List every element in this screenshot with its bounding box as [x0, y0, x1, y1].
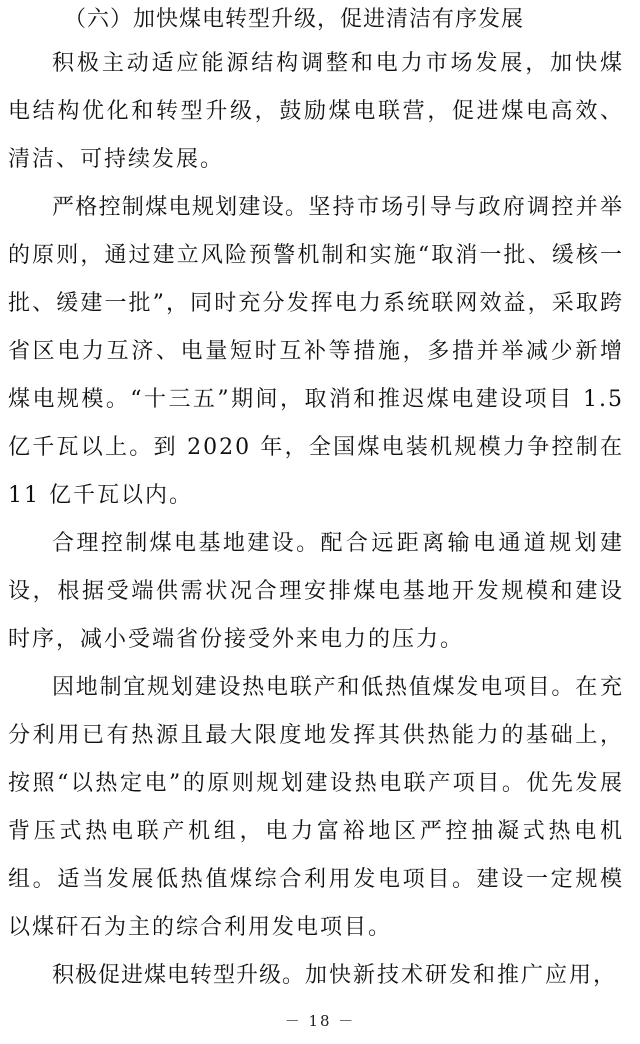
paragraph-lead: 积极促进煤电转型升级。 — [52, 963, 306, 988]
paragraph-body: 积极主动适应能源结构调整和电力市场发展，加快煤电结构优化和转型升级，鼓励煤电联营，促进煤电高效、清洁、可持续发展。 — [8, 51, 624, 172]
paragraph-cogeneration — [8, 664, 624, 952]
paragraph-body: 加快新技术研发和推广应用， — [305, 963, 618, 988]
paragraph-body: 坚持市场引导与政府调控并举的原则，通过建立风险预警机制和实施“取消一批、缓核一批、缓建一批”，同时充分发挥电力系统联网效益，采取跨省区电力互济、电量短时互补等措施，多措并举减少新增煤电规模。“十三五”期间，取消和推迟煤电建设项目 1.5 亿千瓦以上。到 2020 年，全国煤电装机规模力争控制在 11 亿千瓦以内。 — [8, 195, 624, 508]
paragraph-base-construction — [8, 520, 624, 664]
paragraph-lead: 因地制宜规划建设热电联产和低热值煤发电项目。 — [52, 675, 576, 700]
paragraph-lead: 合理控制煤电基地建设。 — [52, 531, 321, 556]
paragraph-body: 在充分利用已有热源且最大限度地发挥其供热能力的基础上，按照“以热定电”的原则规划建设热电联产项目。优先发展背压式热电联产机组，电力富裕地区严控抽凝式热电机组。适当发展低热值煤综合利用发电项目。建设一定规模以煤矸石为主的综合利用发电项目。 — [8, 675, 624, 940]
paragraph-body: 配合远距离输电通道规划建设，根据受端供需状况合理安排煤电基地开发规模和建设时序，减小受端省份接受外来电力的压力。 — [8, 531, 624, 652]
section-heading: （六）加快煤电转型升级，促进清洁有序发展 — [64, 7, 525, 32]
paragraph-transformation — [8, 952, 624, 1000]
paragraph-lead: 严格控制煤电规划建设。 — [52, 195, 309, 220]
paragraph-control-planning — [8, 184, 624, 520]
paragraph-coal-power-intro — [8, 40, 624, 184]
page-number: － 18 － — [284, 1012, 356, 1030]
